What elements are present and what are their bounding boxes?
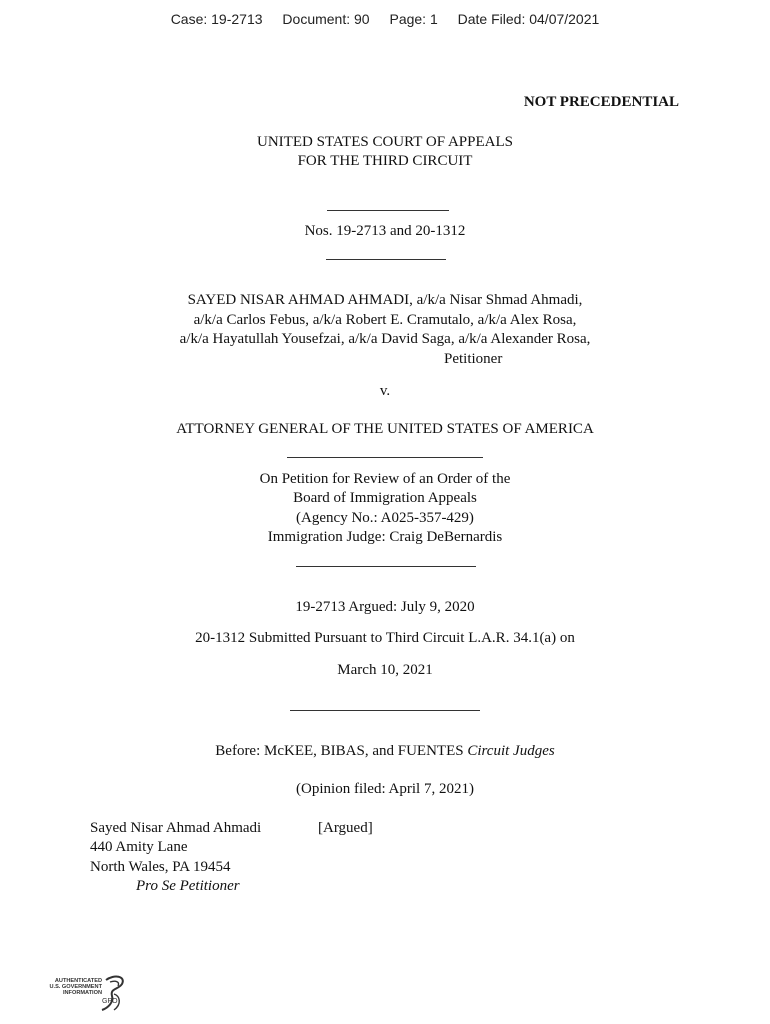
counsel-address-2: North Wales, PA 19454 <box>90 859 231 875</box>
counsel-name: Sayed Nisar Ahmad Ahmadi <box>90 820 262 836</box>
court-name-line-2: FOR THE THIRD CIRCUIT <box>297 153 473 169</box>
divider <box>296 566 476 567</box>
petitioner-line: a/k/a Hayatullah Yousefzai, a/k/a David Saga, a/k/a Alexander Rosa, <box>179 331 591 347</box>
divider <box>326 259 446 260</box>
divider <box>327 210 449 211</box>
gpo-badge-text <box>44 978 102 997</box>
case-numbers: Nos. 19-2713 and 20-1312 <box>304 223 466 239</box>
petitioner-role: Petitioner <box>444 351 503 367</box>
gpo-badge-line: INFORMATION <box>62 990 102 997</box>
gpo-mark: GPO <box>102 998 118 1005</box>
divider <box>287 457 483 458</box>
immigration-judge: Immigration Judge: Craig DeBernardis <box>267 529 503 545</box>
submitted-line: 20-1312 Submitted Pursuant to Third Circuit L.A.R. 34.1(a) on <box>195 630 575 646</box>
document-number: Document: 90 <box>282 11 370 27</box>
eagle-icon <box>100 974 128 1014</box>
counsel-address-1: 440 Amity Lane <box>90 839 188 855</box>
panel-judges-text: Before: McKEE, BIBAS, and FUENTES <box>215 743 464 759</box>
date-filed: Date Filed: 04/07/2021 <box>457 11 600 27</box>
gpo-authentication-badge <box>44 974 128 1016</box>
versus: v. <box>379 383 391 399</box>
respondent: ATTORNEY GENERAL OF THE UNITED STATES OF AMERICA <box>176 421 594 437</box>
gpo-badge-line: AUTHENTICATED <box>54 978 102 984</box>
counsel-status: [Argued] <box>318 820 373 836</box>
agency-number: (Agency No.: A025-357-429) <box>296 510 474 526</box>
divider <box>290 710 480 711</box>
argued-date: 19-2713 Argued: July 9, 2020 <box>295 599 475 615</box>
panel-judges-title: Circuit Judges <box>467 743 555 759</box>
opinion-filed: (Opinion filed: April 7, 2021) <box>296 781 474 797</box>
court-name-line-1: UNITED STATES COURT OF APPEALS <box>257 134 513 150</box>
counsel-role-text: Pro Se Petitioner <box>136 878 240 894</box>
review-line: On Petition for Review of an Order of the <box>259 471 511 487</box>
case-number: Case: 19-2713 <box>170 11 263 27</box>
petitioner-line: a/k/a Carlos Febus, a/k/a Robert E. Cramutalo, a/k/a Alex Rosa, <box>193 312 577 328</box>
not-precedential-label: NOT PRECEDENTIAL <box>523 94 679 110</box>
submitted-date: March 10, 2021 <box>337 662 433 678</box>
document-header <box>0 11 770 27</box>
panel-judges <box>0 742 770 762</box>
page-number: Page: 1 <box>389 11 438 27</box>
gpo-badge-line: U.S. GOVERNMENT <box>49 984 102 991</box>
petitioner-line: SAYED NISAR AHMAD AHMADI, a/k/a Nisar Shmad Ahmadi, <box>187 292 583 308</box>
review-line: Board of Immigration Appeals <box>293 490 477 506</box>
counsel-role <box>136 877 240 897</box>
